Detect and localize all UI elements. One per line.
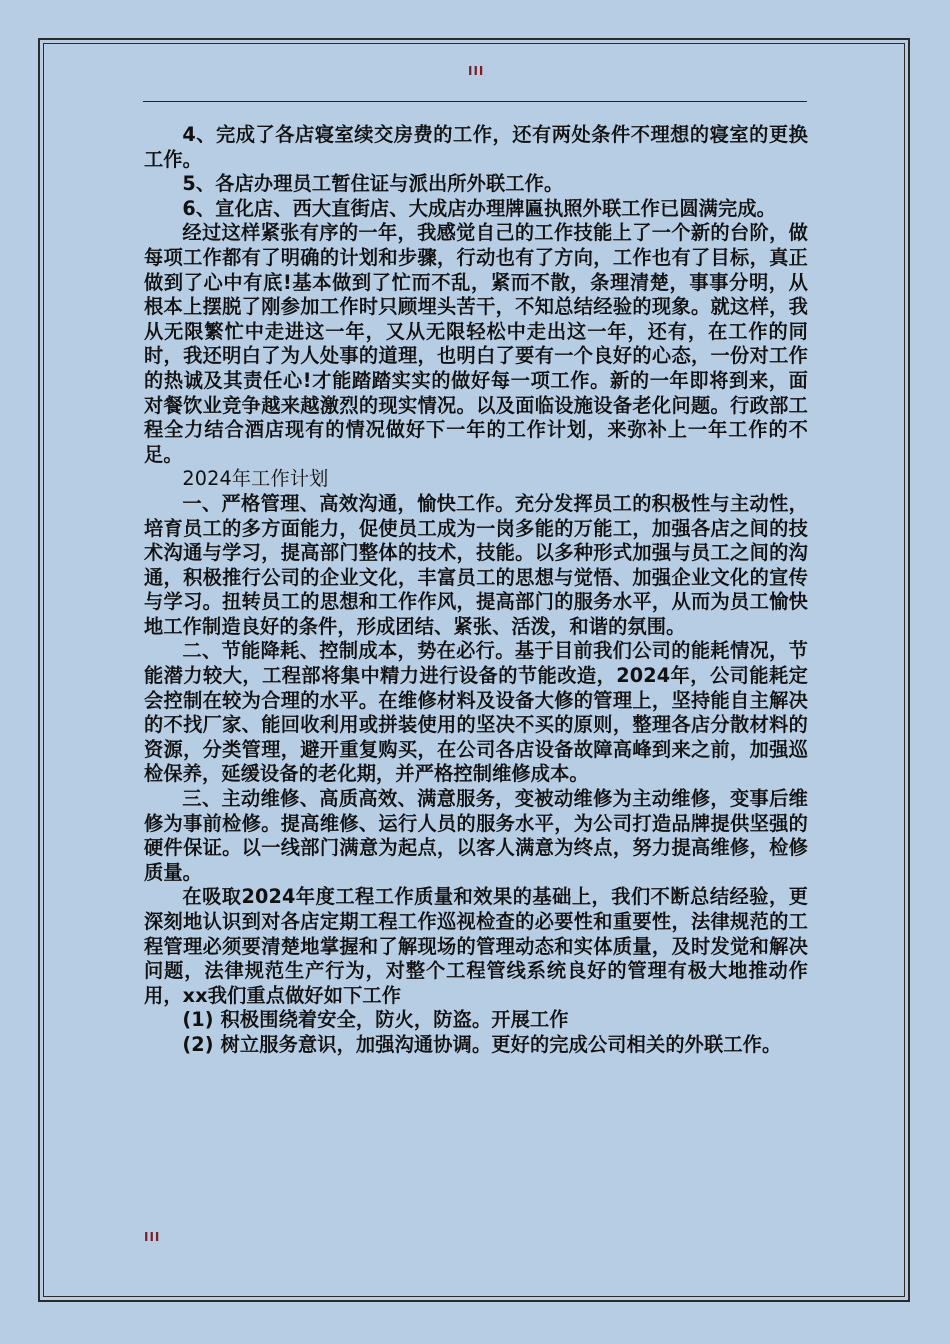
paragraph-item-6: 6、宣化店、西大直街店、大成店办理牌匾执照外联工作已圆满完成。: [182, 196, 777, 220]
header-rule: [143, 101, 807, 102]
paragraph-plan-2: 二、节能降耗、控制成本，势在必行。基于目前我们公司的能耗情况，节能潜力较大，工程部将集中精力进行设备的节能改造，2024年，公司能耗定会控制在较为合理的水平。在维修材料及设备大修的管理上，坚持能自主解决的不找厂家、能回收利用或拼装使用的坚决不买的原则，整理各店分散材料的资源，分类管理，避开重复购买，在公司各店设备故障高峰到来之前，加强巡检保养，延缓设备的老化期，并严格控制维修成本。: [144, 639, 808, 786]
paragraph-item-4: 4、完成了各店寝室续交房费的工作，还有两处条件不理想的寝室的更换工作。: [144, 123, 808, 171]
paragraph-item-5: 5、各店办理员工暂住证与派出所外联工作。: [182, 172, 564, 196]
paragraph-conclusion: 在吸取2024年度工程工作质量和效果的基础上，我们不断总结经验，更深刻地认识到对各店定期工程工作巡视检查的必要性和重要性，法律规范的工程管理必须要清楚地掌握和了解现场的管理动态和实体质量，及时发觉和解决问题，法律规范生产行为，对整个工程管线系统良好的管理有极大地推动作用，xx我们重点做好如下工作: [144, 885, 808, 1007]
paragraph-plan-3: 三、主动维修、高质高效、满意服务，变被动维修为主动维修，变事后维修为事前检修。提高维修、运行人员的服务水平，为公司打造品牌提供坚强的硬件保证。以一线部门满意为起点，以客人满意为终点，努力提高维修，检修质量。: [144, 787, 808, 884]
section-title-plan: 2024年工作计划: [182, 467, 329, 491]
footer-mark: III: [144, 1230, 161, 1244]
paragraph-plan-1: 一、严格管理、高效沟通，愉快工作。充分发挥员工的积极性与主动性，培育员工的多方面能力，促使员工成为一岗多能的万能工，加强各店之间的技术沟通与学习，提高部门整体的技术，技能。以多种形式加强与员工之间的沟通，积极推行公司的企业文化，丰富员工的思想与觉悟、加强企业文化的宣传与学习。扭转员工的思想和工作作风，提高部门的服务水平，从而为员工愉快地工作制造良好的条件，形成团结、紧张、活泼，和谐的氛围。: [144, 491, 808, 638]
list-item-1: (1) 积极围绕着安全，防火，防盗。开展工作: [182, 1008, 569, 1032]
document-body: [144, 123, 808, 1058]
paragraph-summary: 经过这样紧张有序的一年，我感觉自己的工作技能上了一个新的台阶，做每项工作都有了明确的计划和步骤，行动也有了方向，工作也有了目标，真正做到了心中有底!基本做到了忙而不乱，紧而不散，条理清楚，事事分明，从根本上摆脱了刚参加工作时只顾埋头苦干，不知总结经验的现象。就这样，我从无限繁忙中走进这一年，又从无限轻松中走出这一年，还有，在工作的同时，我还明白了为人处事的道理，也明白了要有一个良好的心态，一份对工作的热诚及其责任心!才能踏踏实实的做好每一项工作。新的一年即将到来，面对餐饮业竞争越来越激烈的现实情况。以及面临设施设备老化问题。行政部工程全力结合酒店现有的情况做好下一年的工作计划，来弥补上一年工作的不足。: [144, 221, 808, 466]
list-item-2: (2) 树立服务意识，加强沟通协调。更好的完成公司相关的外联工作。: [182, 1032, 782, 1056]
header-mark: III: [468, 64, 485, 78]
